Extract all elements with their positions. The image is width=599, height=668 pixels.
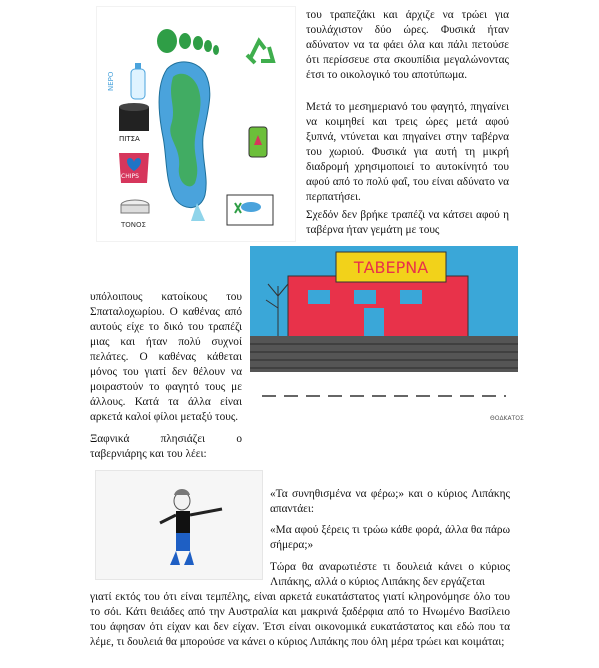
paragraph-4: υπόλοιπους κατοίκους του Σπαταλοχωρίου. Ο καθένας από αυτούς είχε το δικό του τραπέζι μιας και ήταν πολύ συχνοί πελάτες. Ο καθένας κάθεται μόνος του γιατί δεν θέλουν να μοιραστούν το φαγητό τους με άλλους. Κατά τα άλλα είναι αρκετά καλοί φίλοι μεταξύ τους.	[90, 291, 242, 423]
window-2	[354, 290, 376, 304]
artist-signature: ΘΟΔΚΑΤΟΣ	[490, 415, 524, 422]
person-arm-left	[160, 515, 176, 523]
footprint-drawing-svg	[97, 7, 295, 241]
tavern-drawing	[250, 246, 524, 428]
paragraph-2: Μετά το μεσημεριανό του φαγητό, πηγαίνει να κοιμηθεί και τρεις ώρες μετά αφού ξυπνά, ντύνεται και πηγαίνει στην ταβέρνα του χωριού. Φυσικά για αυτή τη μικρή διαδρομή χρησιμοποιεί το αυτοκίνητό του αφού από το πολύ φαΐ, του είναι αδύνατο να περπατήσει.	[306, 101, 509, 203]
chips-label: CHIPS	[121, 173, 139, 180]
person-legs	[176, 533, 190, 551]
tablet-icon	[227, 195, 273, 225]
recycle-icon	[247, 41, 273, 63]
toe-2	[179, 33, 191, 49]
person-torso	[176, 511, 190, 533]
toe-1	[157, 29, 177, 53]
toe-3	[193, 36, 203, 50]
tavern-sign-text: ΤΑΒΕΡΝΑ	[353, 258, 429, 277]
tavern-door	[364, 308, 384, 338]
person-arm-right	[190, 509, 222, 515]
water-bottle-icon	[131, 63, 145, 99]
pizza-box-icon	[119, 103, 149, 131]
window-3	[400, 290, 422, 304]
water-label: ΝΕΡΟ	[107, 71, 115, 91]
paragraph-1: του τραπεζάκι και άρχιζε να τρώει για τουλάχιστον δύο ώρες. Φυσικά ήταν αδύνατον να τα φάει όλα και πάλι πετούσε ότι περίσσευε στα σκουπίδια μεγαλώνοντας έτσι το οικολογικό του αποτύπωμα.	[306, 9, 509, 81]
footprint-drawing	[96, 6, 296, 242]
paragraph-8a: Τώρα θα αναρωτιέστε τι δουλειά κάνει ο κύριος Λιπάκης, αλλά ο κύριος Λιπάκης δεν εργάζεται	[270, 561, 510, 588]
window-1	[308, 290, 330, 304]
person-drawing-svg	[96, 471, 262, 579]
road	[250, 336, 518, 372]
toe-4	[204, 40, 212, 52]
paragraph-7: «Μα αφού ξέρεις τι τρώω κάθε φορά, άλλα θα πάρω σήμερα;»	[270, 524, 510, 551]
person-leg-left	[170, 551, 180, 565]
paragraph-8b: γιατί εκτός του ότι είναι τεμπέλης, είναι αρκετά ευκατάστατος γιατί κληρονόμησε όλο του το σόι. Κάτι θειάδες από την Αυστραλία και μακρινά ξαδέρφια από το Ηνωμένο Βασίλειο του άφησαν ότι είχαν και δεν είχαν. Έτσι είναι οικονομικά ευκατάστατος και εδώ που τα λέμε, τι δουλειά θα μπορούσε να κάνει ο κύριος Λιπάκης που όλη μέρα τρώει και κοιμάται;	[90, 591, 510, 648]
paragraph-3: Σχεδόν δεν βρήκε τραπέζι να κάτσει αφού η ταβέρνα ήταν γεμάτη με τους	[306, 209, 509, 236]
person-drawing	[95, 470, 263, 580]
tavern-drawing-svg	[250, 246, 524, 428]
paragraph-5: Ξαφνικά πλησιάζει ο ταβερνιάρης και του λέει:	[90, 433, 242, 460]
person-leg-right	[184, 551, 194, 565]
person-hair	[174, 489, 190, 495]
toe-5	[213, 45, 219, 55]
soda-can-icon	[249, 127, 267, 157]
tuna-can-icon	[121, 200, 149, 213]
tuna-label: ΤΟΝΟΣ	[121, 221, 146, 229]
pizza-label: ΠΙΤΣΑ	[119, 135, 140, 143]
paragraph-6: «Τα συνηθισμένα να φέρω;» και ο κύριος Λιπάκης απαντάει:	[270, 488, 510, 515]
